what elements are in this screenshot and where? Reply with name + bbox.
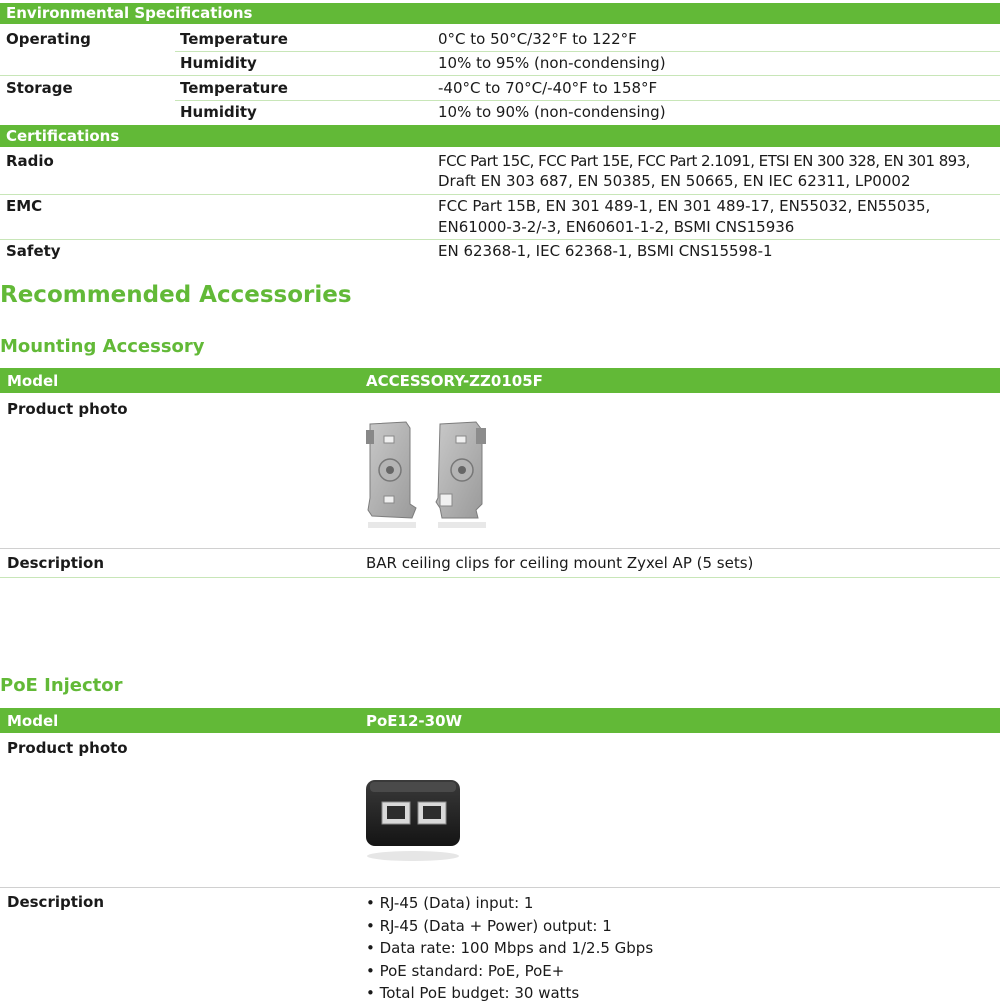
divider	[0, 548, 1000, 549]
divider	[175, 51, 1000, 52]
divider	[0, 577, 1000, 578]
storage-label: Storage	[6, 79, 73, 97]
rj45-port-left	[382, 802, 410, 824]
divider	[175, 100, 1000, 101]
safety-value: EN 62368-1, IEC 62368-1, BSMI CNS15598-1	[438, 242, 773, 260]
list-item: • RJ-45 (Data + Power) output: 1	[366, 916, 612, 935]
mounting-photo-label: Product photo	[7, 400, 128, 418]
emc-line2: EN61000-3-2/-3, EN60601-1-2, BSMI CNS15936	[438, 218, 795, 236]
mounting-model-label: Model	[7, 372, 59, 390]
mounting-model-bar	[0, 368, 1000, 393]
divider	[0, 239, 1000, 240]
radio-label: Radio	[6, 152, 54, 170]
environmental-header: Environmental Specifications	[6, 4, 253, 22]
mounting-description-label: Description	[7, 554, 105, 572]
poe-title: PoE Injector	[0, 675, 123, 696]
list-item: • Data rate: 100 Mbps and 1/2.5 Gbps	[366, 939, 654, 957]
emc-line1: FCC Part 15B, EN 301 489-1, EN 301 489-17, EN55032, EN55035,	[438, 197, 931, 215]
poe-injector-photo	[362, 772, 466, 864]
poe-model-value: PoE12-30W	[366, 712, 463, 730]
clip-left	[366, 422, 416, 528]
operating-temperature-label: Temperature	[180, 30, 288, 48]
certifications-header: Certifications	[6, 127, 120, 145]
storage-temperature-label: Temperature	[180, 79, 288, 97]
mounting-title: Mounting Accessory	[0, 336, 205, 357]
radio-line1: FCC Part 15C, FCC Part 15E, FCC Part 2.1091, ETSI EN 300 328, EN 301 893,	[438, 152, 970, 170]
storage-humidity-label: Humidity	[180, 103, 257, 121]
environmental-header-bar	[0, 3, 1000, 24]
operating-humidity-value: 10% to 95% (non-condensing)	[438, 54, 666, 72]
certifications-header-bar	[0, 125, 1000, 147]
list-item: • RJ-45 (Data) input: 1	[366, 894, 534, 912]
storage-temperature-value: -40°C to 70°C/-40°F to 158°F	[438, 79, 658, 97]
ceiling-clips-photo	[360, 418, 500, 530]
clip-right	[436, 422, 486, 528]
poe-model-bar	[0, 708, 1000, 733]
emc-label: EMC	[6, 197, 43, 215]
poe-description-list	[366, 892, 653, 1005]
storage-humidity-value: 10% to 90% (non-condensing)	[438, 103, 666, 121]
rj45-port-right	[418, 802, 446, 824]
operating-temperature-value: 0°C to 50°C/32°F to 122°F	[438, 30, 637, 48]
list-item: • Total PoE budget: 30 watts	[366, 984, 580, 1002]
poe-model-label: Model	[7, 712, 59, 730]
mounting-description-value: BAR ceiling clips for ceiling mount Zyxel AP (5 sets)	[366, 554, 754, 572]
mounting-model-value: ACCESSORY-ZZ0105F	[366, 372, 543, 390]
poe-description-label: Description	[7, 893, 105, 911]
safety-label: Safety	[6, 242, 61, 260]
list-item: • PoE standard: PoE, PoE+	[366, 961, 565, 980]
operating-humidity-label: Humidity	[180, 54, 257, 72]
accessories-title: Recommended Accessories	[0, 282, 352, 308]
poe-photo-label: Product photo	[7, 739, 128, 757]
radio-line2: Draft EN 303 687, EN 50385, EN 50665, EN IEC 62311, LP0002	[438, 172, 911, 190]
divider	[0, 194, 1000, 195]
operating-label: Operating	[6, 30, 91, 48]
divider	[0, 887, 1000, 888]
divider	[0, 75, 1000, 76]
